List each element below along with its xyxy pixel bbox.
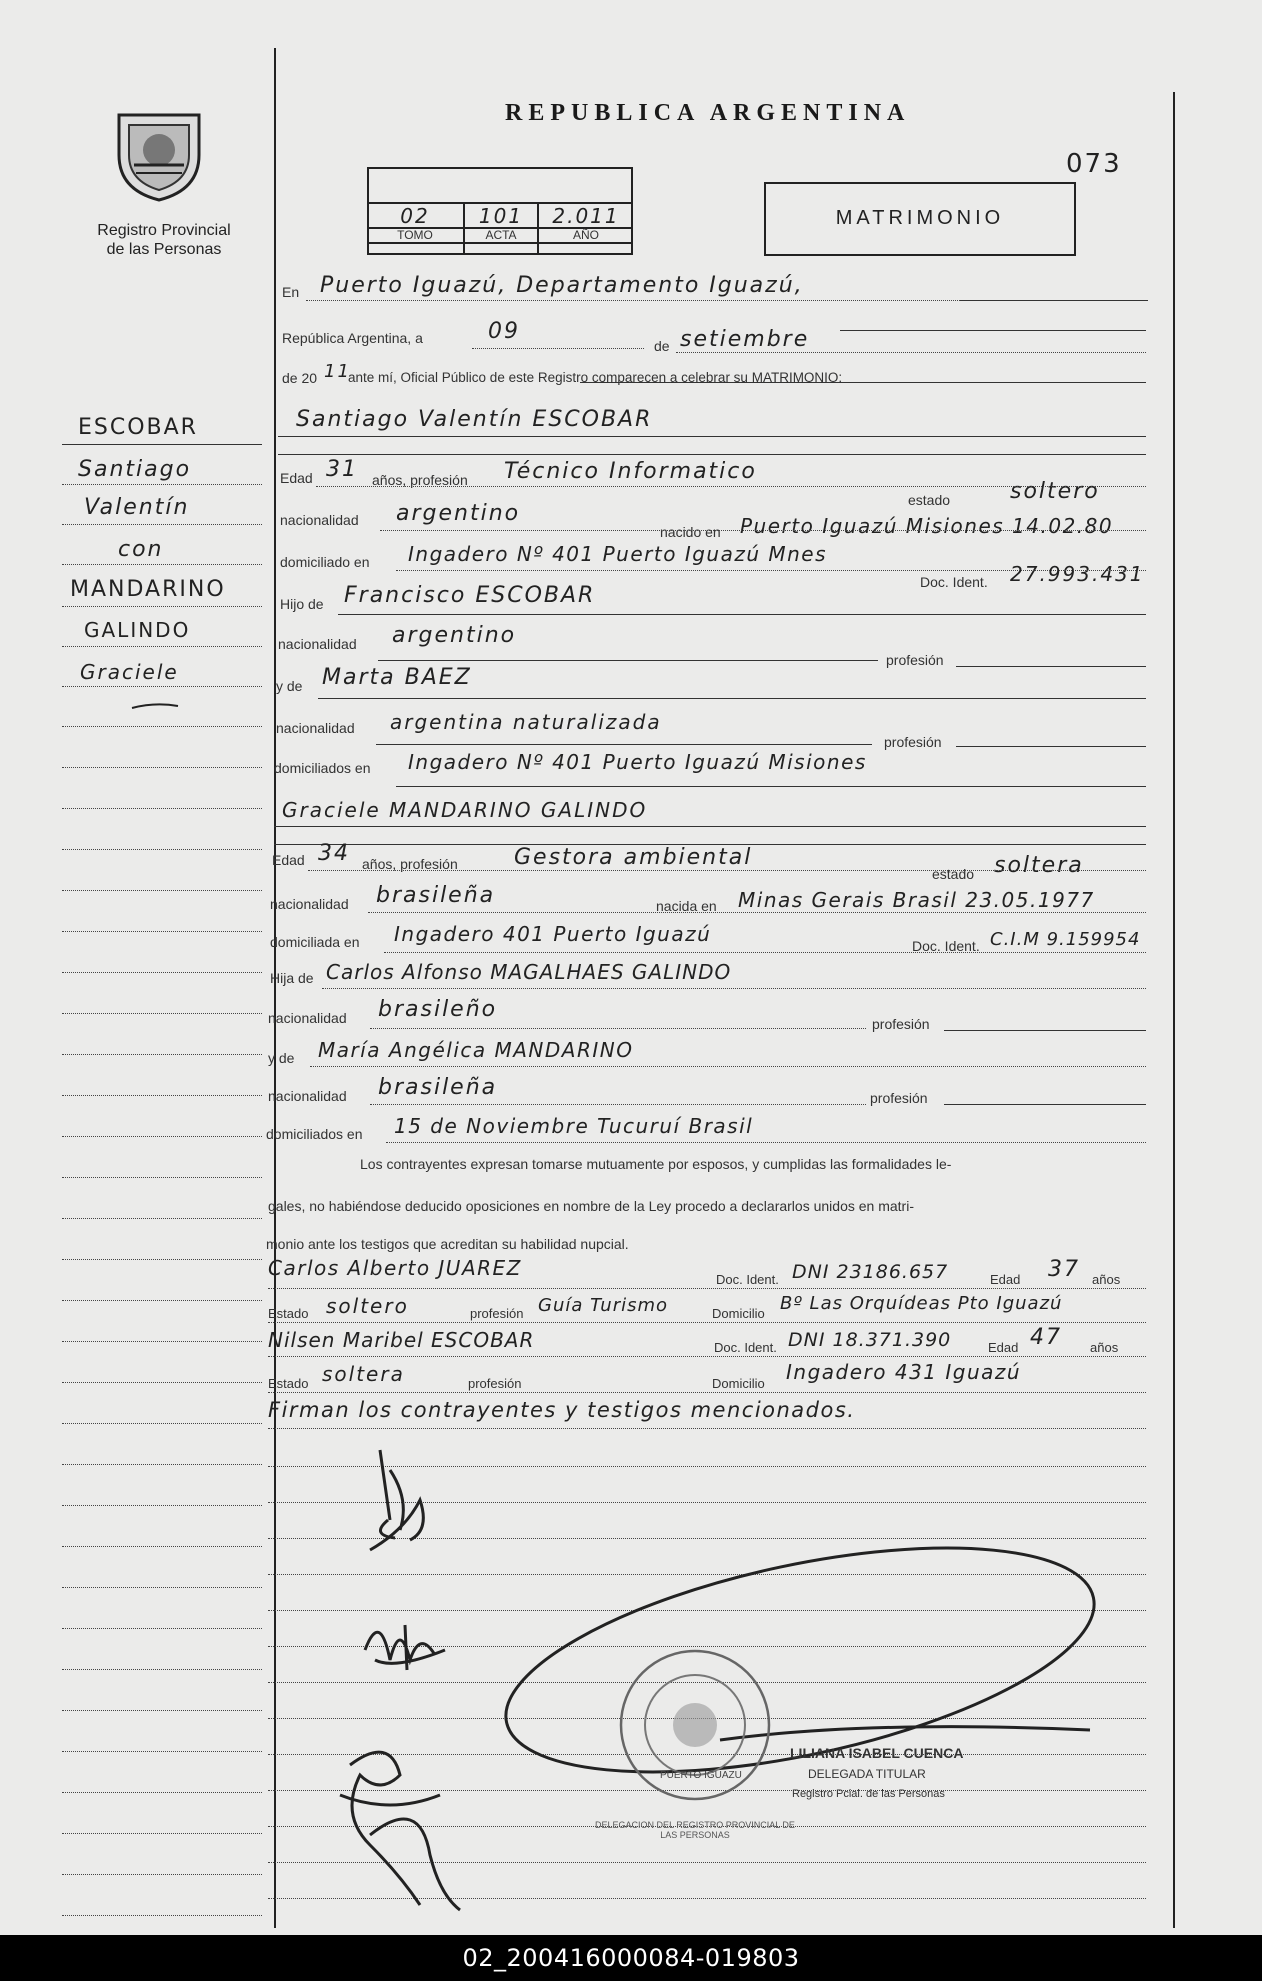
groom-mother: Marta BAEZ [322,665,472,690]
province-seal-icon [104,95,214,205]
bride-dom-label: domiciliada en [270,934,360,950]
bride-parents-dom: 15 de Noviembre Tucuruí Brasil [394,1114,754,1138]
margin-ruled-line [62,1382,262,1383]
bride-edad-label: Edad [272,852,305,868]
margin-bride-name: Graciele [80,660,179,684]
witness1-doc-label: Doc. Ident. [716,1272,779,1287]
witness1-estado: soltero [326,1294,409,1318]
closing-text: Firman los contrayentes y testigos mencionados. [268,1398,856,1422]
right-border [1173,92,1175,1928]
bride-nacida: Minas Gerais Brasil 23.05.1977 [738,888,1095,912]
witness2-estado: soltera [322,1362,405,1386]
groom-mother-nac-label: nacionalidad [276,720,355,736]
margin-ruled-line [62,1218,262,1219]
acta-value: 101 [478,204,524,228]
signature-loop [470,1540,1110,1800]
margin-ruled-line [62,1341,262,1342]
margin-ruled-line [62,1669,262,1670]
stamp-ring-text: DELEGACION DEL REGISTRO PROVINCIAL DE LAS PERSONAS [595,1820,795,1840]
bride-mother-nac: brasileña [378,1075,498,1100]
bride-father-nac: brasileño [378,997,498,1022]
bride-hija-label: Hija de [270,970,314,986]
margin-ruled-line [62,849,262,850]
margin-ruled-line [62,1013,262,1014]
witness2-estado-label: Estado [268,1376,309,1391]
margin-ruled-line [62,1915,262,1916]
groom-dom: Ingadero Nº 401 Puerto Iguazú Mnes [408,542,828,566]
groom-father-nac: argentino [392,623,517,648]
official-name: LILIANA ISABEL CUENCA [790,1745,964,1761]
bride-profesion-label: años, profesión [362,856,458,872]
witness1-edad: 37 [1048,1257,1080,1282]
tomo-label: TOMO [397,228,433,242]
year-prefix: de 20 [282,370,318,386]
ano-label: AÑO [572,228,599,242]
bride-estado: soltera [994,853,1084,878]
year-value: 11 [324,361,351,382]
declaration-line2: gales, no habiéndose deducido oposiciones en nombre de la Ley procedo a declararlos unidos en matri- [268,1198,914,1214]
stamp-inner-text: PUERTO IGUAZU [660,1770,742,1781]
groom-edad-label: Edad [280,470,313,486]
witness1-doc: DNI 23186.657 [792,1261,949,1283]
day-value: 09 [488,319,520,344]
margin-ruled-line [62,931,262,932]
official-title: DELEGADA TITULAR [808,1767,926,1781]
groom-dom-label: domiciliado en [280,554,370,570]
margin-ruled-line [62,1874,262,1875]
year-suffix: ante mí, Oficial Público de este Registro comparecen a celebrar su MATRIMONIO: [348,370,843,385]
margin-ruled-line [62,1136,262,1137]
bride-name: Graciele MANDARINO GALINDO [282,798,648,822]
registry-number-grid [367,167,633,255]
bride-mother-nac-label: nacionalidad [268,1088,347,1104]
margin-ruled-line [62,1833,262,1834]
groom-parents-dom-label: domiciliados en [274,760,371,776]
witness2-dom-label: Domicilio [712,1376,765,1391]
tomo-value: 02 [400,204,430,228]
margin-ruled-line [62,1628,262,1629]
acta-label: ACTA [485,228,517,242]
margin-underline-stroke [130,700,180,712]
margin-bride-surname1: MANDARINO [70,577,226,602]
groom-father: Francisco ESCOBAR [344,583,596,608]
margin-ruled-line [62,1751,262,1752]
bride-yde-label: y de [268,1050,295,1066]
groom-nac-label: nacionalidad [280,512,359,528]
groom-nacido: Puerto Iguazú Misiones 14.02.80 [740,514,1114,538]
groom-name: Santiago Valentín ESCOBAR [296,407,653,432]
bride-nac: brasileña [376,883,496,908]
margin-given-name2: Valentín [84,495,190,520]
groom-doc: 27.993.431 [1010,562,1145,586]
groom-edad: 31 [326,457,358,482]
margin-ruled-line [62,890,262,891]
witness2-dom: Ingadero 431 Iguazú [786,1360,1022,1384]
margin-ruled-line [62,1054,262,1055]
margin-ruled-line [62,1792,262,1793]
witness2-anos-label: años [1090,1340,1119,1355]
month-de-label: de [654,338,670,354]
groom-estado-label: estado [908,492,951,508]
official-stamp [615,1645,775,1805]
margin-ruled-line [62,1710,262,1711]
bride-dom: Ingadero 401 Puerto Iguazú [394,922,712,946]
margin-surname: ESCOBAR [78,415,198,440]
groom-mother-prof-label: profesión [884,734,942,750]
margin-bride-surname2: GALINDO [84,618,191,642]
bride-estado-label: estado [932,866,975,882]
margin-ruled-line [62,726,262,727]
margin-ruled-line [62,1177,262,1178]
declaration-line1: Los contrayentes expresan tomarse mutuamente por esposos, y cumplidas las formalidades le- [360,1156,952,1172]
en-label: En [282,284,300,300]
official-org: Registro Pcial. de las Personas [792,1788,945,1800]
bride-parents-dom-label: domiciliados en [266,1126,363,1142]
margin-conjunction: con [118,537,164,562]
margin-ruled-line [62,1300,262,1301]
bride-doc-label: Doc. Ident. [912,938,980,954]
witness1-dom-label: Domicilio [712,1306,765,1321]
bride-mother-prof-label: profesión [870,1090,928,1106]
witness2-doc-label: Doc. Ident. [714,1340,777,1355]
bride-father: Carlos Alfonso MAGALHAES GALINDO [326,960,732,984]
groom-yde-label: y de [276,678,303,694]
registry-name-line2: de las Personas [106,241,222,258]
groom-father-nac-label: nacionalidad [278,636,357,652]
republica-label: República Argentina, a [282,330,423,346]
groom-estado: soltero [1010,479,1100,504]
witness1-dom: Bº Las Orquídeas Pto Iguazú [780,1293,1063,1314]
bride-mother: María Angélica MANDARINO [318,1038,634,1062]
page-number: 073 [1066,149,1122,179]
margin-ruled-line [62,1546,262,1547]
margin-ruled-line [62,1095,262,1096]
witness2-profesion-label: profesión [468,1376,522,1391]
signature-contrayente-1 [350,1440,460,1560]
margin-ruled-line [62,1587,262,1588]
bride-edad: 34 [318,841,350,866]
registry-name-line1: Registro Provincial [97,222,231,239]
witness2-doc: DNI 18.371.390 [788,1329,952,1351]
declaration-line3: monio ante los testigos que acreditan su habilidad nupcial. [266,1236,629,1252]
document-type: MATRIMONIO [835,207,1005,229]
groom-mother-nac: argentina naturalizada [390,710,662,734]
margin-ruled-line [62,1423,262,1424]
groom-profesion-label: años, profesión [372,472,468,488]
bride-doc: C.I.M 9.159954 [990,929,1141,950]
place-value: Puerto Iguazú, Departamento Iguazú, [320,273,804,298]
scan-id-footer: 02_200416000084-019803 [0,1935,1262,1981]
groom-doc-label: Doc. Ident. [920,574,988,590]
witness1-profesion: Guía Turismo [538,1295,669,1316]
signature-contrayente-2 [355,1600,465,1680]
bride-profesion: Gestora ambiental [514,845,753,870]
signature-testigo [330,1735,490,1915]
bride-nacida-label: nacida en [656,898,717,914]
month-value: setiembre [680,327,810,352]
witness1-estado-label: Estado [268,1306,309,1321]
margin-ruled-line [62,1464,262,1465]
margin-given-name1: Santiago [78,457,192,482]
witness2-edad: 47 [1030,1325,1062,1350]
groom-nac: argentino [396,501,521,526]
country-title: REPUBLICA ARGENTINA [505,100,911,126]
witness1-profesion-label: profesión [470,1306,524,1321]
witness2-edad-label: Edad [988,1340,1019,1355]
witness1-anos-label: años [1092,1272,1121,1287]
groom-parents-dom: Ingadero Nº 401 Puerto Iguazú Misiones [408,750,867,774]
margin-ruled-line [62,767,262,768]
groom-hijo-label: Hijo de [280,596,324,612]
margin-ruled-line [62,972,262,973]
witness2-name: Nilsen Maribel ESCOBAR [268,1328,535,1352]
margin-ruled-line [62,1505,262,1506]
witness1-edad-label: Edad [990,1272,1021,1287]
bride-father-nac-label: nacionalidad [268,1010,347,1026]
margin-ruled-line [62,808,262,809]
ano-value: 2.011 [552,204,620,228]
groom-nacido-label: nacido en [660,524,721,540]
bride-nac-label: nacionalidad [270,896,349,912]
groom-profesion: Técnico Informatico [504,459,757,484]
witness1-name: Carlos Alberto JUAREZ [268,1256,522,1280]
groom-father-prof-label: profesión [886,652,944,668]
margin-ruled-line [62,1259,262,1260]
bride-father-prof-label: profesión [872,1016,930,1032]
